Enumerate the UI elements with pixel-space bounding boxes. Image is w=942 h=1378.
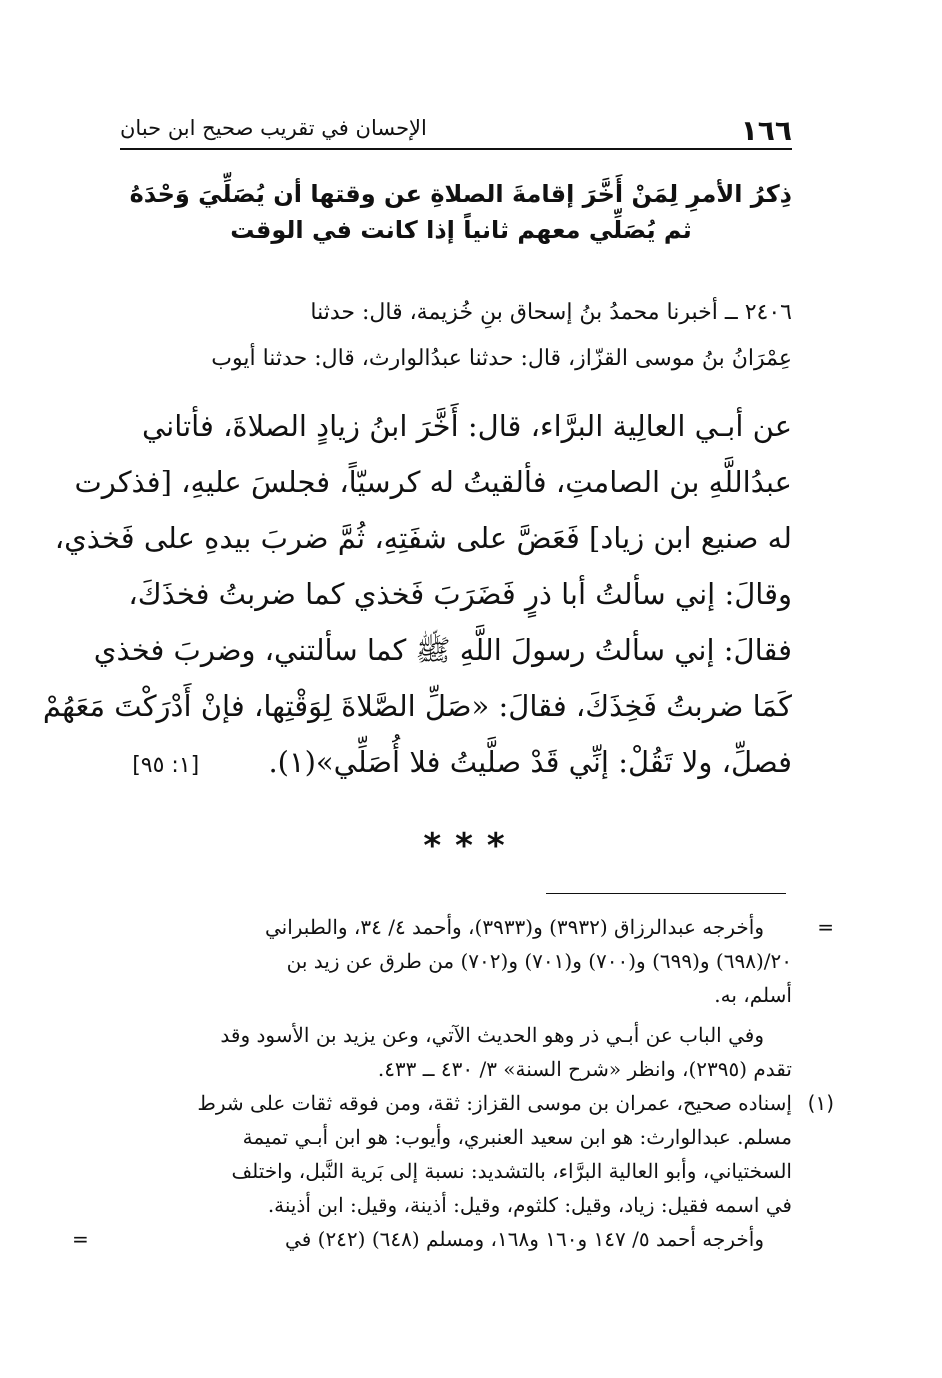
footnote-line: السختياني، وأبو العالية البرَّاء، بالتشديد: نسبة إلى بَرية النَّبل، واختلف [231, 1159, 792, 1183]
heading-line-1: ذِكرُ الأمرِ لِمَنْ أَخَّرَ إقامةَ الصلاةِ عن وقتها أن يُصَلِّيَ وَحْدَهُ [129, 180, 792, 208]
end-marker: = [72, 1227, 89, 1251]
matn-last-text: فصلِّ، ولا تَقُلْ: إنِّي قَدْ صلَّيتُ فلا أُصَلِّي»(١). [268, 745, 792, 779]
page-number: ١٦٦ [740, 114, 792, 147]
hadith-reference: [١: ٩٥] [132, 753, 200, 778]
footnotes [72, 910, 834, 1256]
matn-last-line [130, 734, 792, 794]
footnote-rule [546, 893, 786, 894]
footnote-marker: (١) [807, 1091, 834, 1115]
section-separator: *** [423, 826, 519, 866]
isnad-line-1: ٢٤٠٦ ــ أخبرنا محمدُ بنُ إسحاق بنِ خُزيمة، قال: حدثنا [310, 300, 792, 325]
matn-line: عبدُاللَّهِ بن الصامتِ، فألقيتُ له كرسيّاً، فجلسَ عليهِ، [فذكرت [74, 465, 792, 499]
matn-line: كَمَا ضربتُ فَخِذَكَ، فقالَ: «صَلِّ الصَّلاةَ لِوَقْتِها، فإنْ أَدْرَكْتَ مَعَهُمْ [42, 689, 792, 723]
matn-line: وقالَ: إني سألتُ أبا ذرٍ فَضَرَبَ فَخذي كما ضربتُ فخذَكَ، [128, 577, 792, 611]
footnote-continuation [132, 910, 834, 1012]
heading-line-2: ثم يُصَلِّي معهم ثانياً إذا كانت في الوقت [230, 216, 692, 244]
footnote-line: في اسمه فقيل: زياد، وقيل: كلثوم، وقيل: أذينة، وقيل: ابن أذينة. [267, 1193, 792, 1217]
footnote-line: تقدم (٢٣٩٥)، وانظر «شرح السنة» ٣/ ٤٣٠ ــ ٤٣٣. [377, 1057, 792, 1081]
footnote-line: وأخرجه عبدالرزاق (٣٩٣٢) و(٣٩٣٣)، وأحمد ٤/ ٣٤، والطبراني [264, 915, 764, 939]
running-title: الإحسان في تقريب صحيح ابن حبان [120, 116, 427, 140]
footnote-line: ٢٠/(٦٩٨) و(٦٩٩) و(٧٠٠) و(٧٠١) و(٧٠٢) من طرق عن زيد بن [286, 949, 792, 973]
matn-line: عن أبـي العالِية البرَّاء، قال: أَخَّرَ ابنُ زيادٍ الصلاةَ، فأتاني [142, 409, 792, 443]
hadith-text [42, 398, 792, 794]
footnote-1 [72, 1086, 834, 1256]
footnote-line: إسناده صحيح، عمران بن موسى القزاز: ثقة، ومن فوقه ثقات على شرط [197, 1091, 792, 1115]
page-header [120, 112, 792, 150]
footnote-line: أسلم، به. [714, 983, 792, 1007]
footnote-line: مسلم. عبدالوارث: هو ابن سعيد العنبري، وأيوب: هو ابن أبـي تميمة [242, 1125, 792, 1149]
hadith-isnad [132, 290, 792, 382]
continuation-marker: = [817, 915, 834, 939]
matn-line: فقالَ: إني سألتُ رسولَ اللَّهِ ﷺ كما سألتني، وضربَ فخذي [93, 633, 792, 667]
chapter-heading [130, 176, 792, 248]
footnote-line: وأخرجه أحمد ٥/ ١٤٧ و١٦٠ و١٦٨، ومسلم (٦٤٨) (٢٤٢) في [285, 1227, 764, 1251]
matn-line: له صنيع ابن زياد] فَعَضَّ على شفَتِهِ، ثُمَّ ضربَ بيدهِ على فَخذي، [54, 521, 792, 555]
footnote-bab [132, 1018, 792, 1086]
isnad-line-2: عِمْرَانُ بنُ موسى القزّاز، قال: حدثنا عبدُالوارث، قال: حدثنا أيوب [211, 346, 792, 371]
footnote-line: وفي الباب عن أبـي ذر وهو الحديث الآتي، وعن يزيد بن الأسود وقد [220, 1023, 764, 1047]
